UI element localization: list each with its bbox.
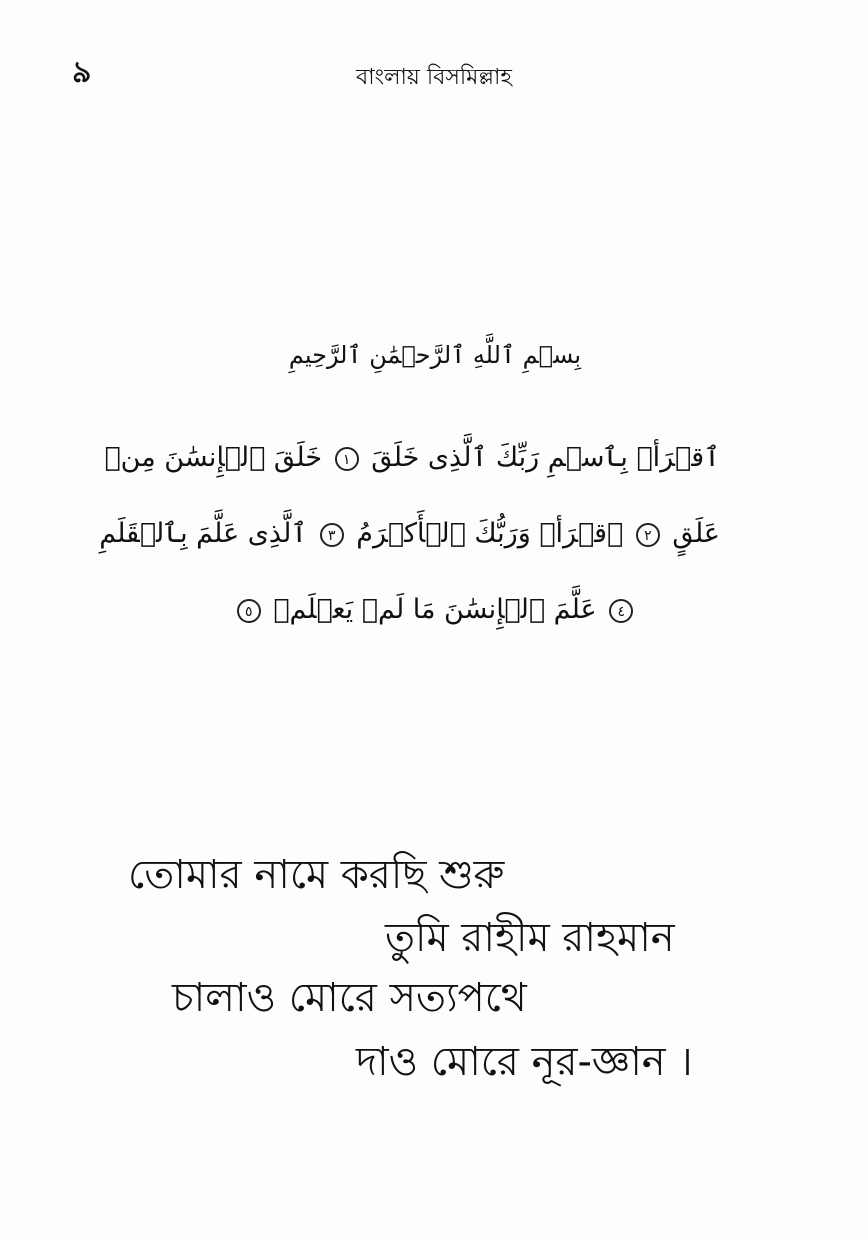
ayah-lines (99, 420, 720, 648)
ayah-number-marker: ٣ (320, 523, 344, 547)
ayah-line-1 (104, 420, 720, 496)
ayah-line-2 (99, 496, 720, 572)
ayah-number-marker: ٢ (636, 523, 660, 547)
poem-line-3: চালাও মোরে সত্যপথে (172, 975, 527, 1021)
arabic-verses-block (99, 330, 720, 648)
poem-line-4: দাও মোরে নূর-জ্ঞান । (356, 1039, 693, 1085)
running-header-title: বাংলায় বিসমিল্লাহ (356, 65, 512, 90)
basmala: بِسۡمِ ٱللَّهِ ٱلرَّحۡمَٰنِ ٱلرَّحِيمِ (288, 341, 582, 369)
ayah-number-marker: ١ (335, 447, 359, 471)
poem-line-1: তোমার নামে করছি শুরু (128, 852, 505, 898)
ayah-text: ٱلَّذِى عَلَّمَ بِٱلۡقَلَمِ (99, 518, 316, 549)
ayah-text: ٱقۡرَأۡ وَرَبُّكَ ٱلۡأَكۡرَمُ (347, 518, 632, 549)
poem-line-2: তুমি রাহীম রাহমান (385, 915, 675, 961)
ayah-text: خَلَقَ ٱلۡإِنسَٰنَ مِنۡ (104, 442, 331, 473)
ayah-number-marker: ٤ (609, 599, 633, 623)
ayah-number-marker: ٥ (237, 599, 261, 623)
ayah-text: ٱقۡرَأۡ بِٱسۡمِ رَبِّكَ ٱلَّذِى خَلَقَ (362, 442, 720, 473)
ayah-text: عَلَّمَ ٱلۡإِنسَٰنَ مَا لَمۡ يَعۡلَمۡ (264, 594, 606, 625)
ayah-text: عَلَقٍ (663, 518, 720, 549)
ayah-line-3 (150, 572, 720, 648)
page-number: ৯ (72, 55, 92, 90)
